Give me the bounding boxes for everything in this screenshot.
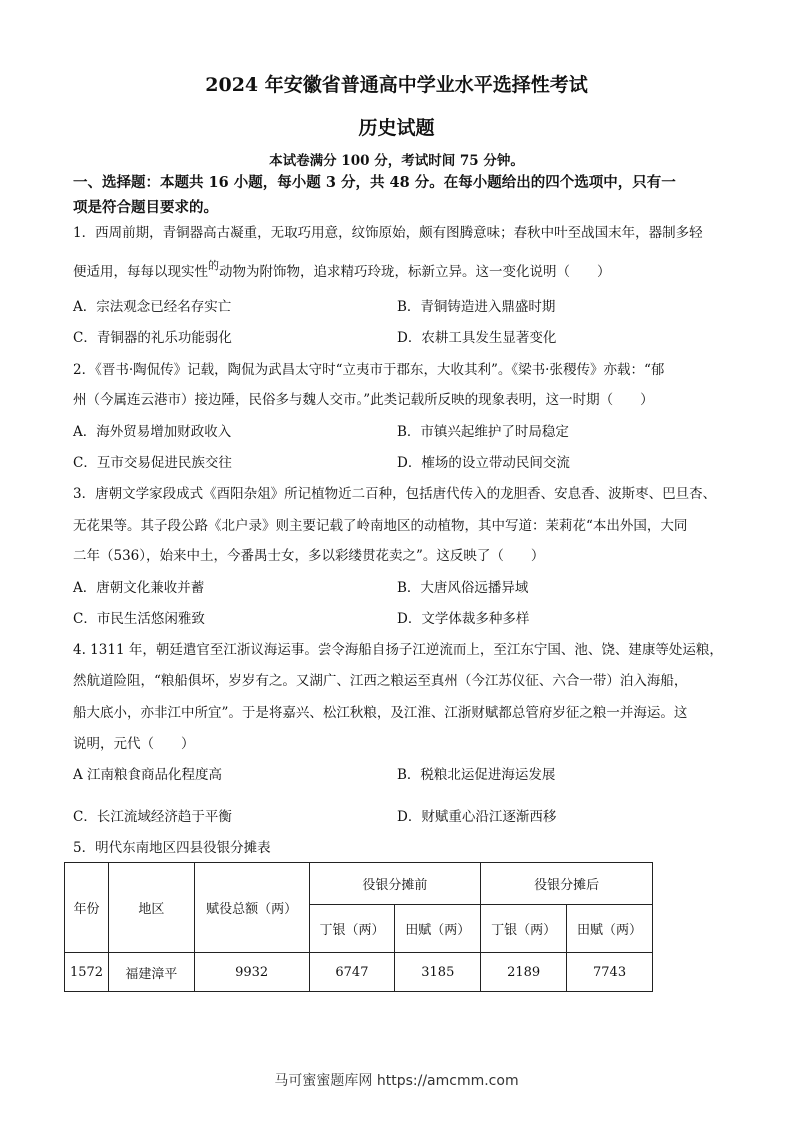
q1-stem-line1: 1．西周前期，青铜器高古凝重，无取巧用意，纹饰原始，颇有图腾意味；春秋中叶至战国末年，器制多轻: [73, 225, 703, 241]
q4-option-b: B．税粮北运促进海运发展: [397, 767, 556, 783]
header-ding-before: 丁银（两）: [309, 905, 395, 953]
q5-stem-line1: 5．明代东南地区四县役银分摊表: [73, 840, 271, 856]
q4-option-d: D．财赋重心沿江逐渐西移: [397, 809, 557, 825]
q1-option-a: A．宗法观念已经名存实亡: [73, 299, 232, 315]
table-row: [65, 953, 653, 992]
section-heading-line1: 一、选择题：本题共 16 小题，每小题 3 分，共 48 分。在每小题给出的四个选项中，只有一: [73, 174, 676, 191]
q2-option-c: C．互市交易促进民族交往: [73, 455, 232, 471]
q1-option-d: D．农耕工具发生显著变化: [397, 330, 557, 346]
footer-watermark: 马可蜜蜜题库网 https://amcmm.com: [274, 1073, 519, 1089]
cell-ding-after: 2189: [481, 953, 567, 992]
q3-option-c: C．市民生活悠闲雅致: [73, 611, 205, 627]
section-heading: [73, 170, 733, 220]
exam-note: 本试卷满分 100 分，考试时间 75 分钟。: [269, 153, 524, 169]
header-ding-after: 丁银（两）: [481, 905, 567, 953]
q1-option-c: C．青铜器的礼乐功能弱化: [73, 330, 232, 346]
q2-option-d: D．榷场的设立带动民间交流: [397, 455, 570, 471]
cell-tian-after: 7743: [567, 953, 653, 992]
q3-option-a: A．唐朝文化兼收并蓄: [73, 580, 205, 596]
cell-ding-before: 6747: [309, 953, 395, 992]
exam-title: 2024 年安徽省普通高中学业水平选择性考试: [205, 74, 588, 96]
header-before: 役银分摊前: [309, 863, 481, 905]
q3-option-b: B．大唐风俗远播异域: [397, 580, 529, 596]
q4-stem-line1: 4. 1311 年，朝廷遣官至江浙议海运事。尝令海船自扬子江逆流而上，至江东宁国、池、饶、建康等处运粮，: [73, 642, 723, 658]
q1-stem-line2a: 便适用，每每以现实性: [73, 264, 208, 280]
q4-stem-line4: 说明，元代（ ）: [73, 736, 195, 752]
header-region: 地区: [108, 863, 194, 953]
cell-year: 1572: [65, 953, 109, 992]
corvee-silver-table: [64, 862, 653, 992]
cell-tian-before: 3185: [395, 953, 481, 992]
q2-option-a: A．海外贸易增加财政收入: [73, 424, 232, 440]
q3-stem-line3: 二年（536），始来中土，今番禺士女，多以彩缕贯花卖之”。这反映了（ ）: [73, 548, 545, 564]
q2-stem-line2: 州（今属连云港市）接边陲，民俗多与魏人交市。”此类记载所反映的现象表明，这一时期（ ）: [73, 392, 654, 408]
q1-option-b: B．青铜铸造进入鼎盛时期: [397, 299, 556, 315]
q3-stem-line2: 无花果等。其子段公路《北户录》则主要记载了岭南地区的动植物，其中写道：茉莉花“本出外国，大同: [73, 518, 688, 534]
q4-option-c: C．长江流域经济趋于平衡: [73, 809, 232, 825]
header-after: 役银分摊后: [481, 863, 653, 905]
header-total: 赋役总额（两）: [194, 863, 309, 953]
q1-stem-line2: [73, 259, 733, 283]
q1-stem-sup: 的: [208, 259, 219, 272]
q4-option-a: A 江南粮食商品化程度高: [73, 767, 223, 783]
subject-title: 历史试题: [358, 117, 435, 139]
q1-stem-line2b: 动物为附饰物，追求精巧玲珑，标新立异。这一变化说明（ ）: [219, 264, 611, 280]
q2-stem-line1: 2．《晋书·陶侃传》记载，陶侃为武昌太守时“立夷市于郡东，大收其利”。《梁书·张稷传》亦载：“郁: [73, 362, 665, 378]
cell-total: 9932: [194, 953, 309, 992]
section-heading-line2: 项是符合题目要求的。: [73, 199, 218, 216]
header-year: 年份: [65, 863, 109, 953]
q3-option-d: D．文学体裁多种多样: [397, 611, 530, 627]
header-tian-after: 田赋（两）: [567, 905, 653, 953]
q4-stem-line3: 船大底小，亦非江中所宜”。于是将嘉兴、松江秋粮，及江淮、江浙财赋都总管府岁征之粮一并海运。这: [73, 705, 688, 721]
q3-stem-line1: 3．唐朝文学家段成式《酉阳杂俎》所记植物近二百种，包括唐代传入的龙胆香、安息香、波斯枣、巴旦杏、: [73, 486, 717, 502]
header-tian-before: 田赋（两）: [395, 905, 481, 953]
cell-region: 福建漳平: [108, 953, 194, 992]
q4-stem-line2: 然航道险阻，“粮船俱坏，岁岁有之。又湖广、江西之粮运至真州（今江苏仪征、六合一带）泊入海船，: [73, 673, 688, 689]
q2-option-b: B．市镇兴起维护了时局稳定: [397, 424, 569, 440]
